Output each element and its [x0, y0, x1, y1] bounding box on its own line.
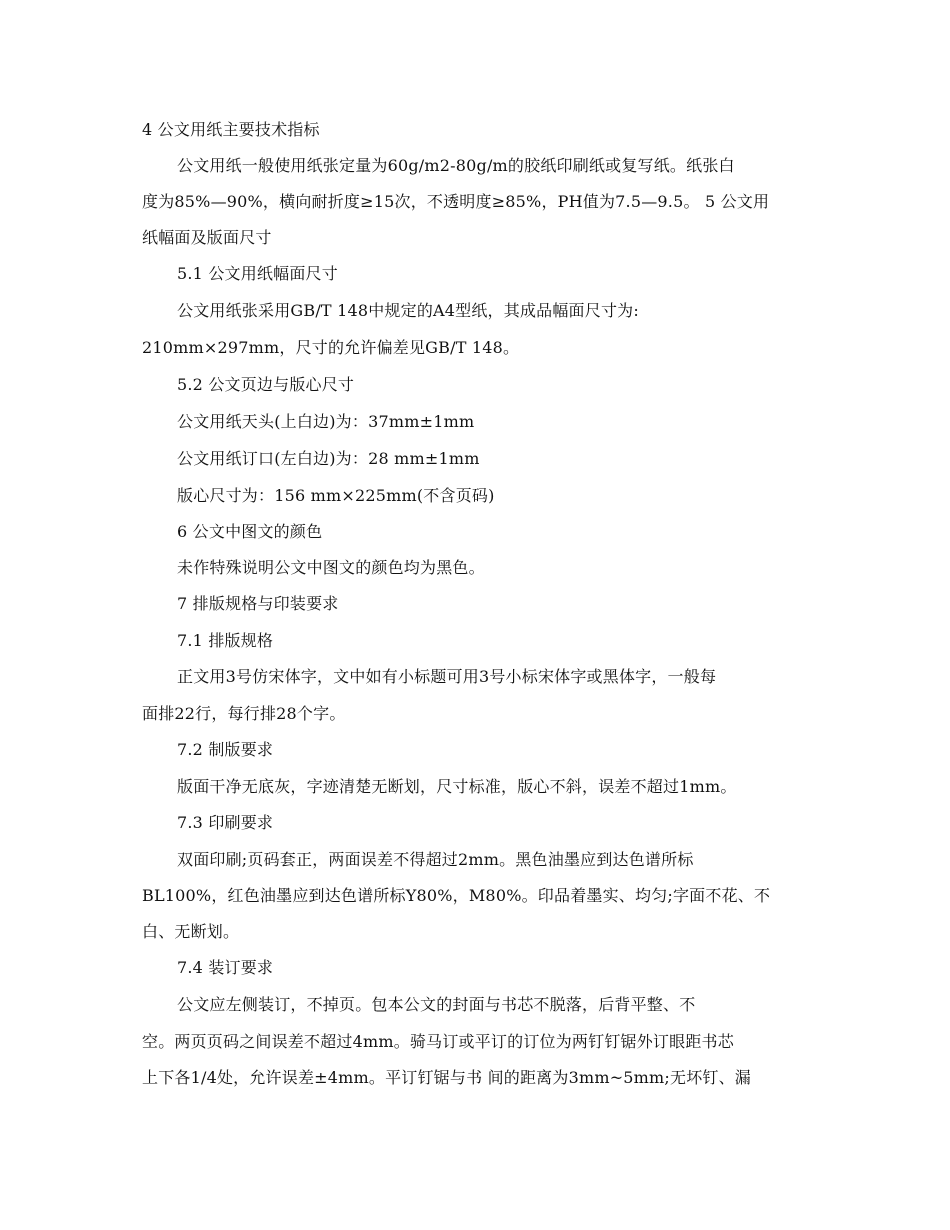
paragraph-line: 公文用纸一般使用纸张定量为60g/m2-80g/m的胶纸印刷纸或复写纸。纸张白 — [177, 156, 735, 175]
paragraph-line: BL100%，红色油墨应到达色谱所标Y80%，M80%。印品着墨实、均匀;字面不花、不 — [142, 886, 771, 905]
paragraph-line: 正文用3号仿宋体字，文中如有小标题可用3号小标宋体字或黑体字，一般每 — [177, 667, 717, 686]
paragraph-line: 公文用纸张采用GB/T 148中规定的A4型纸，其成品幅面尺寸为: — [177, 301, 639, 320]
paragraph-line: 纸幅面及版面尺寸 — [142, 228, 272, 247]
subsection-heading-7-1: 7.1 排版规格 — [177, 631, 274, 650]
subsection-heading-7-2: 7.2 制版要求 — [177, 740, 274, 759]
subsection-heading-5-2: 5.2 公文页边与版心尺寸 — [177, 375, 355, 394]
section-heading-7: 7 排版规格与印装要求 — [177, 594, 339, 613]
paragraph-line: 双面印刷;页码套正，两面误差不得超过2mm。黑色油墨应到达色谱所标 — [177, 850, 694, 869]
section-heading-4: 4 公文用纸主要技术指标 — [142, 120, 320, 139]
paragraph-line: 空。两页页码之间误差不超过4mm。骑马订或平订的订位为两钉钉锯外订眼距书芯 — [142, 1032, 734, 1051]
section-heading-6: 6 公文中图文的颜色 — [177, 522, 323, 541]
paragraph-line: 白、无断划。 — [142, 922, 240, 941]
paragraph-line: 上下各1/4处，允许误差±4mm。平订钉锯与书 间的距离为3mm~5mm;无坏钉、漏 — [142, 1068, 752, 1087]
paragraph-line: 公文应左侧装订，不掉页。包本公文的封面与书芯不脱落，后背平整、不 — [177, 995, 696, 1014]
paragraph-line: 面排22行，每行排28个字。 — [142, 704, 346, 723]
paragraph-line: 210mm×297mm，尺寸的允许偏差见GB/T 148。 — [142, 338, 520, 357]
subsection-heading-5-1: 5.1 公文用纸幅面尺寸 — [177, 264, 338, 283]
paragraph-line: 未作特殊说明公文中图文的颜色均为黑色。 — [177, 558, 485, 577]
paragraph-line: 版心尺寸为：156 mm×225mm(不含页码) — [177, 486, 495, 505]
subsection-heading-7-3: 7.3 印刷要求 — [177, 813, 274, 832]
paragraph-line: 公文用纸订口(左白边)为：28 mm±1mm — [177, 449, 480, 468]
paragraph-line: 度为85%—90%，横向耐折度≥15次，不透明度≥85%，PH值为7.5—9.5。 5 公文用 — [142, 192, 770, 211]
subsection-heading-7-4: 7.4 装订要求 — [177, 958, 274, 977]
paragraph-line: 版面干净无底灰，字迹清楚无断划，尺寸标准，版心不斜，误差不超过1mm。 — [177, 777, 737, 796]
paragraph-line: 公文用纸天头(上白边)为：37mm±1mm — [177, 412, 475, 431]
